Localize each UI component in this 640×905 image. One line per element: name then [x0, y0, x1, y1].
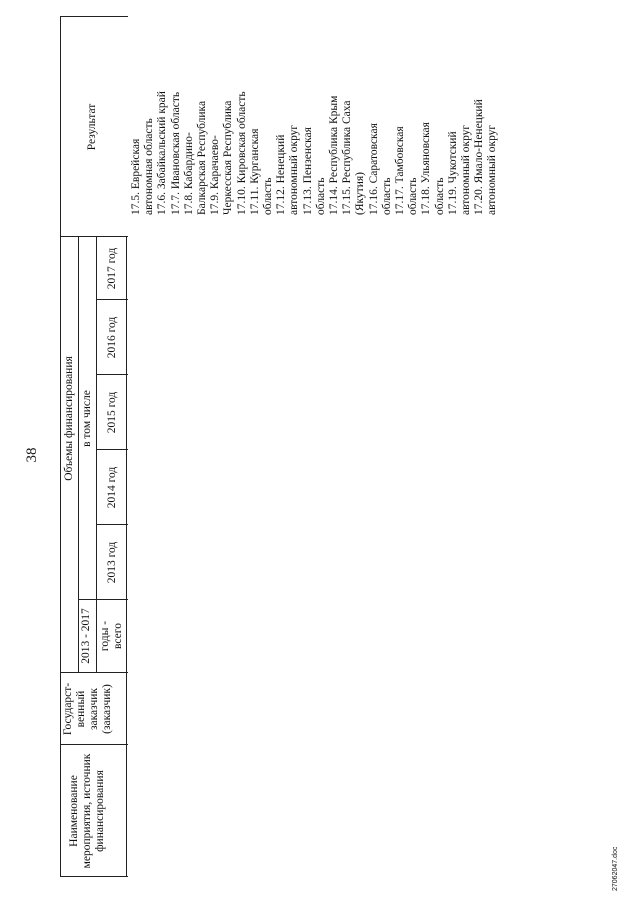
list-item: область — [262, 177, 275, 215]
header-year-2013: 2013 год — [106, 541, 118, 584]
list-item: 17.5. Еврейская — [130, 138, 142, 215]
list-item: 17.7. Ивановская область — [169, 91, 182, 215]
header-year-2016: 2016 год — [106, 316, 118, 359]
list-item: автономная область — [143, 118, 156, 215]
list-item: область — [407, 177, 420, 215]
header-year-2015: 2015 год — [106, 391, 118, 434]
table-top-border — [60, 17, 61, 877]
list-item: 17.18. Ульяновская — [420, 122, 433, 215]
col-line-left — [60, 876, 128, 877]
list-item: 17.10. Кировская область — [235, 91, 248, 215]
header-bottom-border — [126, 237, 127, 877]
list-item: автономный округ — [460, 124, 473, 215]
page-number: 38 — [24, 447, 40, 463]
funding-row-line — [78, 237, 79, 673]
list-item: 17.16. Саратовская — [367, 123, 380, 215]
list-item: 17.8. Кабардино- — [182, 132, 195, 215]
list-item: 17.17. Тамбовская — [394, 126, 407, 215]
file-name-footer: 27062047.doc — [612, 846, 619, 891]
header-funding-volume: Объемы финансирования — [63, 356, 75, 481]
list-item: (Якутия) — [354, 172, 367, 215]
list-item: автономный округ — [288, 124, 301, 215]
header-result: Результат — [86, 103, 98, 151]
result-list — [130, 55, 500, 215]
list-item: область — [380, 177, 393, 215]
header-event-name: Наименование мероприятия, источник финансирования — [68, 753, 106, 869]
col-line-2 — [60, 672, 128, 673]
header-total-label: годы - всего — [99, 620, 124, 652]
list-item: 17.15. Республика Саха — [341, 100, 354, 215]
list-item: 17.12. Ненецкий — [275, 134, 288, 215]
list-item: область — [433, 177, 446, 215]
list-item: Черкесская Республика — [222, 100, 235, 215]
list-item: Балкарская Республика — [196, 100, 209, 215]
list-item: 17.14. Республика Крым — [328, 95, 341, 215]
list-item: область — [314, 177, 327, 215]
list-item: 17.13. Пензенская — [301, 127, 314, 215]
header-year-2014: 2014 год — [106, 466, 118, 509]
list-item: 17.6. Забайкальский край — [156, 91, 169, 215]
list-item: 17.9. Карачаево- — [209, 135, 222, 215]
list-item: автономный округ — [486, 124, 499, 215]
col-line-right — [60, 16, 128, 17]
list-item: 17.11. Курганская — [248, 128, 261, 215]
list-item: 17.19. Чукотский — [446, 131, 459, 215]
col-line-1 — [60, 744, 128, 745]
header-customer: Государст- венный заказчик (заказчик) — [62, 682, 113, 736]
header-total-period: 2013 - 2017 — [80, 608, 92, 664]
header-including: в том числе — [81, 390, 93, 447]
including-row-line — [96, 237, 97, 600]
total-row-line — [96, 600, 97, 673]
list-item: 17.20. Ямало-Ненецкий — [473, 99, 486, 215]
header-year-2017: 2017 год — [106, 247, 118, 290]
